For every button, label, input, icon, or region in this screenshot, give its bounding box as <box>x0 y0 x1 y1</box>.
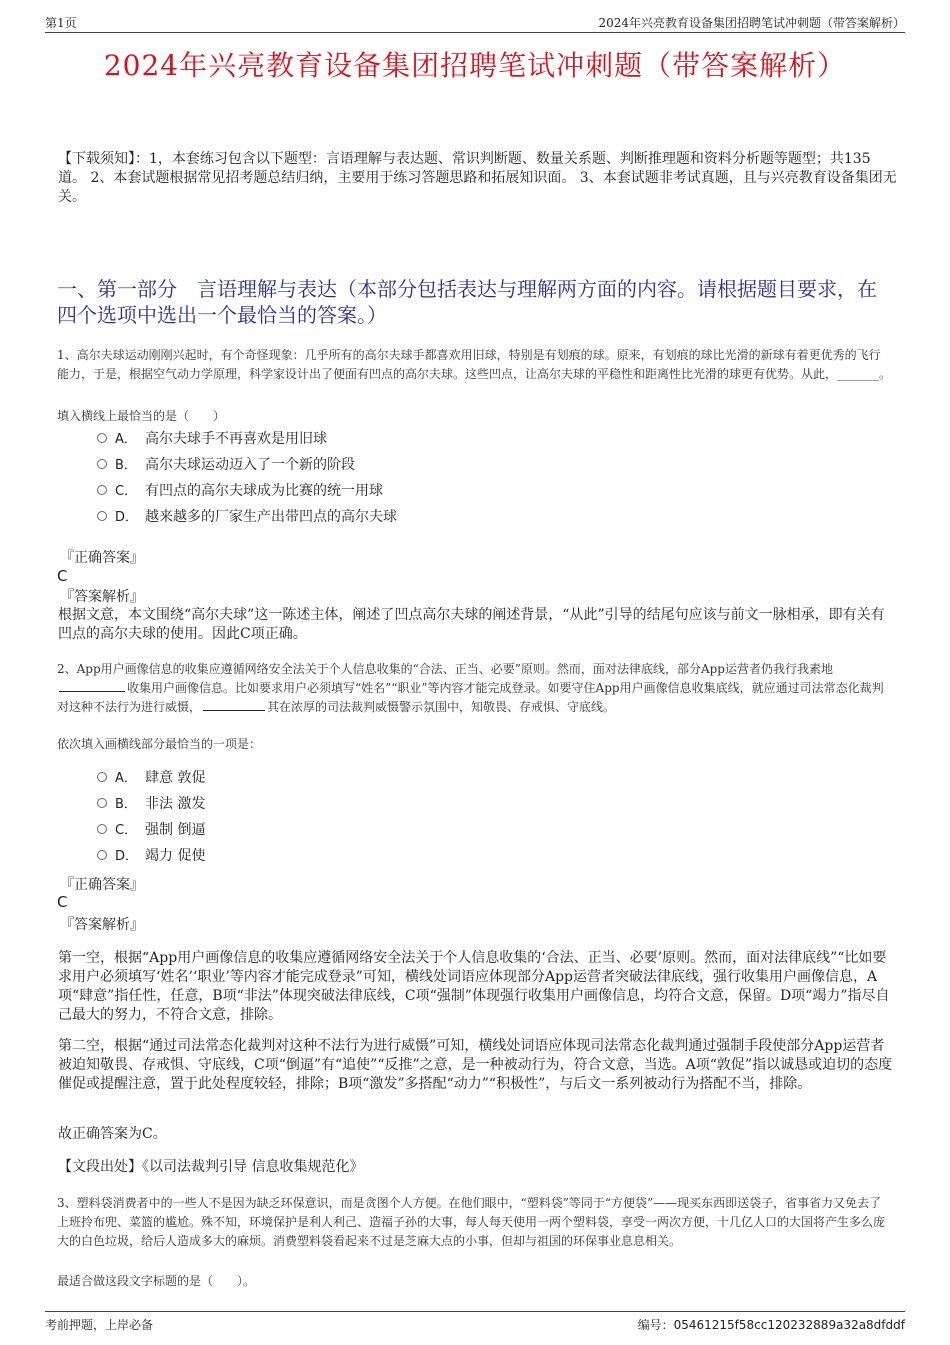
question-2-option-d[interactable]: D． 竭力 促使 <box>97 846 205 866</box>
page-header <box>45 14 905 33</box>
page-number: 第1页 <box>45 16 77 30</box>
question-2-stem: 2、App用户画像信息的收集应遵循网络安全法关于个人信息收集的“合法、正当、必要”原则。然而，面对法律底线，部分App运营者仍我行我素地收集用户画像信息。比如要求用户必须填写“姓名”“职业”等内容才能完成登录。如要守住App用户画像信息收集底线，就应通过司法常态化裁判对这种不法行为进行威慑， 其在浓厚的司法裁判威慑警示氛围中，知敬畏、存戒惧、守底线。 <box>57 662 884 714</box>
question-2-option-b[interactable]: B． 非法 激发 <box>97 794 205 814</box>
question-2-analysis-3: 故正确答案为C。 <box>58 1126 167 1142</box>
question-1-answer: C <box>57 567 68 585</box>
question-1-answer-label: 『正确答案』 <box>60 550 144 566</box>
question-2-analysis-2: 第二空，根据“通过司法常态化裁判对这种不法行为进行威慑”可知，横线处词语应体现司法常态化裁判通过强制手段使部分App运营者被迫知敬畏、存戒惧、守底线，C项“倒逼”有“追使”“反推”之意，是一种被动行为，符合文意，当选。A项“敦促”指以诚恳或迫切的态度催促或提醒注意，置于此处程度较轻，排除；B项“激发”多搭配“动力”“积极性”，与后文一系列被动行为搭配不当，排除。 <box>58 1038 893 1092</box>
radio-icon[interactable] <box>97 433 107 443</box>
footer-code: 编号：05461215f58cc120232889a32a8dfddf <box>637 1318 905 1332</box>
question-2-blank-2 <box>203 698 265 711</box>
radio-icon[interactable] <box>97 850 107 860</box>
question-1-option-d[interactable]: D． 越来越多的厂家生产出带凹点的高尔夫球 <box>97 507 397 527</box>
radio-icon[interactable] <box>97 459 107 469</box>
document-title: 2024年兴亮教育设备集团招聘笔试冲刺题（带答案解析） <box>103 49 847 82</box>
question-3-stem: 3、塑料袋消费者中的一些人不是因为缺乏环保意识，而是贪图个人方便。在他们眼中，“塑料袋”等同于“方便袋”——现买东西即送袋子，省事省力又免去了上班拎布兜、菜篮的尴尬。殊不知，环境保护是利人利己、造福子孙的大事，每人每天使用一两个塑料袋，享受一两次方便，十几亿人口的大国将产生多么庞大的白色垃圾，给后人造成多大的麻烦。消费塑料袋看起来不过是芝麻大点的小事，但却与祖国的环保事业息息相关。 <box>57 1196 886 1248</box>
question-1-option-b[interactable]: B． 高尔夫球运动迈入了一个新的阶段 <box>97 455 355 475</box>
header-doc-title: 2024年兴亮教育设备集团招聘笔试冲刺题（带答案解析） <box>598 16 905 30</box>
question-2-answer-label: 『正确答案』 <box>60 877 144 893</box>
radio-icon[interactable] <box>97 511 107 521</box>
footer-slogan: 考前押题，上岸必备 <box>45 1318 154 1332</box>
question-1-analysis: 根据文意，本文围绕“高尔夫球”这一陈述主体，阐述了凹点高尔夫球的阐述背景，“从此”引导的结尾句应该与前文一脉相承，即有关有凹点的高尔夫球的使用。因此C项正确。 <box>58 607 885 642</box>
question-2-option-c[interactable]: C． 强制 倒逼 <box>97 820 205 840</box>
question-3-prompt: 最适合做这段文字标题的是（ ）。 <box>57 1274 256 1288</box>
radio-icon[interactable] <box>97 798 107 808</box>
question-1-option-a[interactable]: A． 高尔夫球手不再喜欢是用旧球 <box>97 429 327 449</box>
question-2-option-a[interactable]: A． 肆意 敦促 <box>97 768 205 788</box>
question-1-option-c[interactable]: C． 有凹点的高尔夫球成为比赛的统一用球 <box>97 481 383 501</box>
radio-icon[interactable] <box>97 772 107 782</box>
question-2-source: 【文段出处】《以司法裁判引导 信息收集规范化》 <box>58 1159 364 1175</box>
question-1-stem: 1、高尔夫球运动刚刚兴起时，有个奇怪现象：几乎所有的高尔夫球手都喜欢用旧球，特别是有划痕的球。原来，有划痕的球比光滑的新球有着更优秀的飞行能力，于是，根据空气动力学原理，科学家设计出了便面有凹点的高尔夫球。这些凹点，让高尔夫球的平稳性和距离性比光滑的球更有优势。从此，_______。 <box>57 348 892 381</box>
download-notice: 【下载须知】：1，本套练习包含以下题型：言语理解与表达题、常识判断题、数量关系题、判断推理题和资料分析题等题型；共135道。 2、本套试题根据常见招考题总结归纳，主要用于练习答题思路和拓展知识面。 3、本套试题非考试真题，且与兴亮教育设备集团无关。 <box>58 151 897 205</box>
question-2-analysis-1: 第一空，根据“App用户画像信息的收集应遵循网络安全法关于个人信息收集的‘合法、正当、必要’原则。然而，面对法律底线”“比如要求用户必须填写‘姓名’‘职业’等内容才能完成登录”可知，横线处词语应体现部分App运营者突破法律底线，强行收集用户画像信息，A项“肆意”指任性，任意，B项“非法”体现突破法律底线，C项“强制”体现强行收集用户画像信息，均符合文意，保留。D项“竭力”指尽自己最大的努力，不符合文意，排除。 <box>58 950 890 1023</box>
page-footer <box>45 1311 905 1332</box>
radio-icon[interactable] <box>97 485 107 495</box>
question-2-analysis-label: 『答案解析』 <box>60 917 144 933</box>
section-heading: 一、第一部分 言语理解与表达（本部分包括表达与理解两方面的内容。请根据题目要求，在四个选项中选出一个最恰当的答案。） <box>57 277 877 327</box>
question-2-answer: C <box>57 893 68 911</box>
question-2-blank-1 <box>59 679 125 692</box>
question-1-prompt: 填入横线上最恰当的是（ ） <box>57 409 226 423</box>
question-1-analysis-label: 『答案解析』 <box>60 589 144 605</box>
question-2-prompt: 依次填入画横线部分最恰当的一项是： <box>57 737 262 751</box>
question-1-blank: _______ <box>837 367 880 381</box>
radio-icon[interactable] <box>97 824 107 834</box>
